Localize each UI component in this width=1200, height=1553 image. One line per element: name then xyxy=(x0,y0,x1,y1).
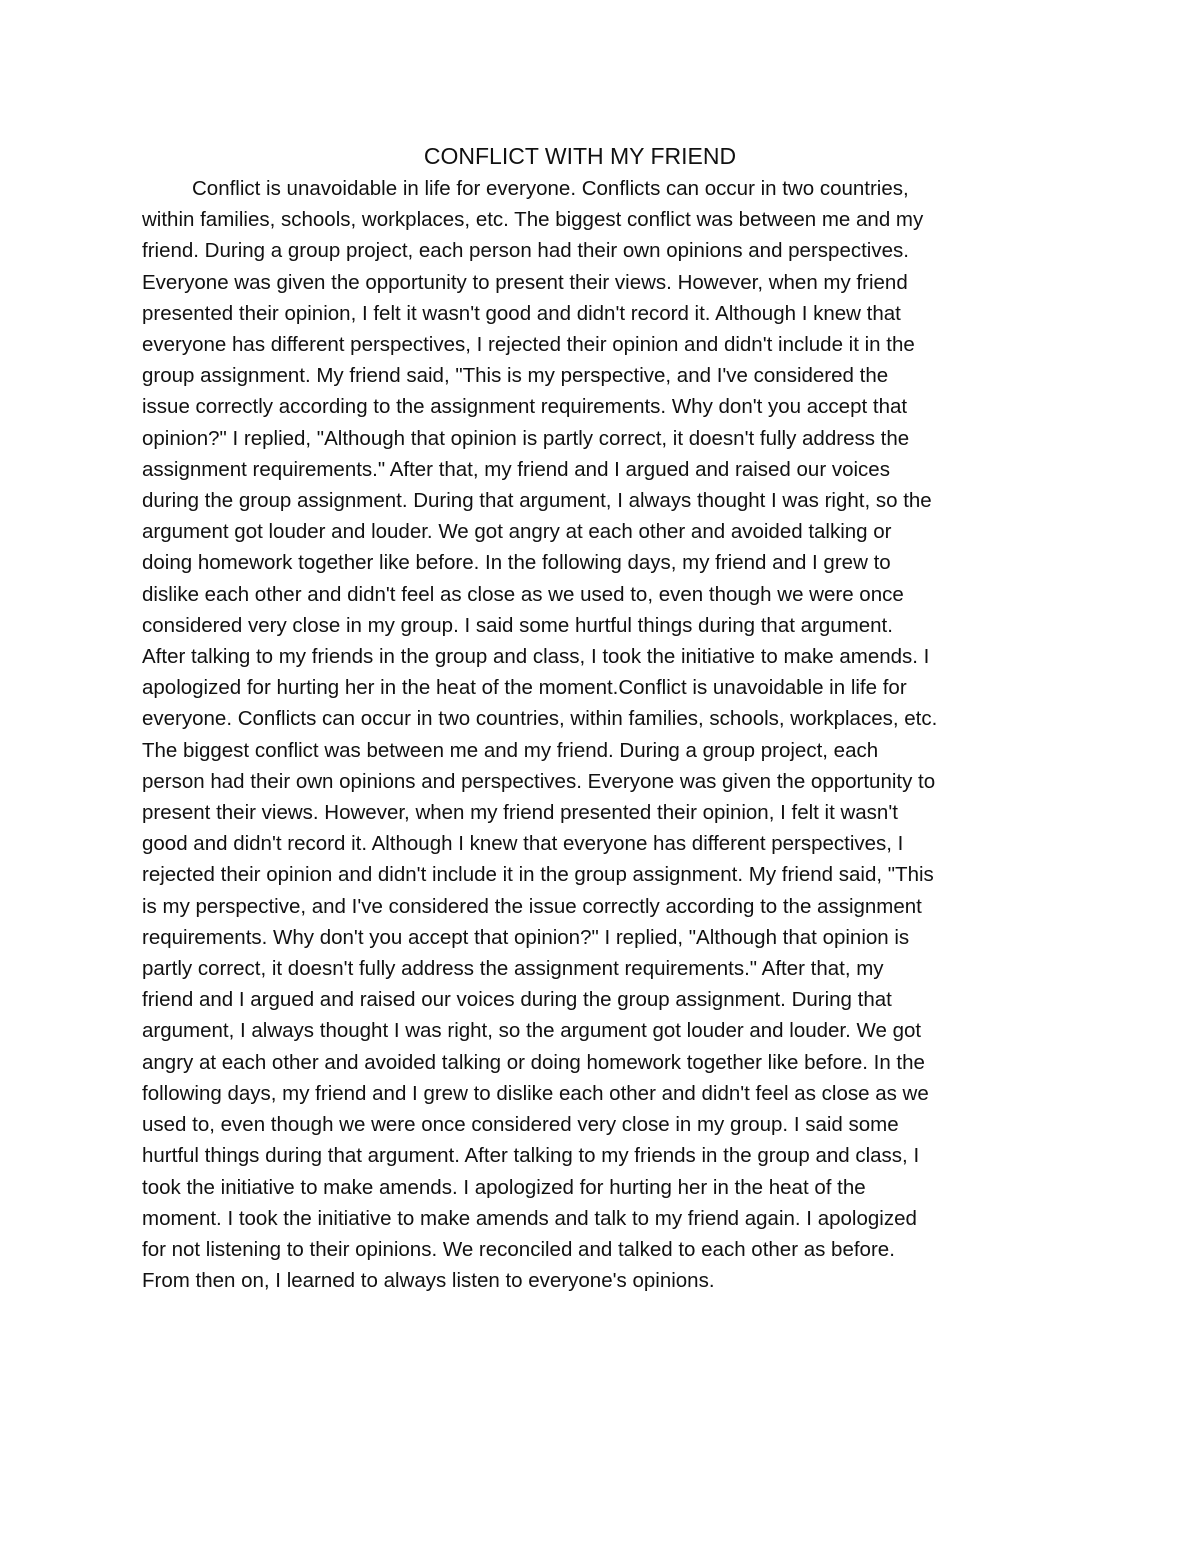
body-line: good and didn't record it. Although I knew that everyone has different perspectives, I xyxy=(142,832,904,856)
body-line: friend and I argued and raised our voices during the group assignment. During that xyxy=(142,988,892,1012)
body-line: presented their opinion, I felt it wasn't good and didn't record it. Although I knew that xyxy=(142,301,901,325)
body-line: group assignment. My friend said, "This is my perspective, and I've considered the xyxy=(142,364,889,388)
body-line: doing homework together like before. In the following days, my friend and I grew to xyxy=(142,551,891,575)
body-line: moment. I took the initiative to make amends and talk to my friend again. I apologized xyxy=(142,1206,917,1230)
body-line: Conflict is unavoidable in life for everyone. Conflicts can occur in two countries, xyxy=(192,177,909,200)
body-line: considered very close in my group. I said some hurtful things during that argument. xyxy=(142,613,893,637)
body-line: present their views. However, when my friend presented their opinion, I felt it wasn't xyxy=(142,801,898,825)
body-line: hurtful things during that argument. After talking to my friends in the group and class, I xyxy=(142,1144,920,1168)
document-body xyxy=(142,173,1062,1296)
body-line: rejected their opinion and didn't include it in the group assignment. My friend said, "This xyxy=(142,863,934,887)
body-line: angry at each other and avoided talking or doing homework together like before. In the xyxy=(142,1050,925,1074)
body-line: requirements. Why don't you accept that opinion?" I replied, "Although that opinion is xyxy=(142,925,910,949)
body-line: Everyone was given the opportunity to present their views. However, when my friend xyxy=(142,270,908,294)
body-line: used to, even though we were once considered very close in my group. I said some xyxy=(142,1113,899,1137)
body-line: following days, my friend and I grew to dislike each other and didn't feel as close as we xyxy=(142,1081,929,1105)
body-line: argument, I always thought I was right, so the argument got louder and louder. We got xyxy=(142,1019,922,1043)
body-line: issue correctly according to the assignment requirements. Why don't you accept that xyxy=(142,395,908,419)
body-line: apologized for hurting her in the heat of the moment.Conflict is unavoidable in life for xyxy=(142,676,907,700)
body-line: From then on, I learned to always listen to everyone's opinions. xyxy=(142,1269,715,1293)
body-line: The biggest conflict was between me and my friend. During a group project, each xyxy=(142,738,879,762)
body-line: friend. During a group project, each person had their own opinions and perspectives. xyxy=(142,239,909,263)
body-line: within families, schools, workplaces, etc. The biggest conflict was between me and my xyxy=(142,208,924,232)
body-line: argument got louder and louder. We got angry at each other and avoided talking or xyxy=(142,520,892,544)
body-line: is my perspective, and I've considered the issue correctly according to the assignment xyxy=(142,894,922,918)
body-line: After talking to my friends in the group and class, I took the initiative to make amends. I xyxy=(142,645,930,669)
body-line: opinion?" I replied, "Although that opinion is partly correct, it doesn't fully address the xyxy=(142,426,910,450)
body-line: assignment requirements." After that, my friend and I argued and raised our voices xyxy=(142,457,890,481)
body-line: person had their own opinions and perspectives. Everyone was given the opportunity to xyxy=(142,769,936,793)
document-title: CONFLICT WITH MY FRIEND xyxy=(423,143,737,169)
body-line: partly correct, it doesn't fully address the assignment requirements." After that, my xyxy=(142,957,884,981)
body-line: dislike each other and didn't feel as close as we used to, even though we were once xyxy=(142,582,904,606)
body-line: took the initiative to make amends. I apologized for hurting her in the heat of the xyxy=(142,1175,866,1199)
body-line: during the group assignment. During that argument, I always thought I was right, so the xyxy=(142,489,932,513)
body-line: everyone. Conflicts can occur in two countries, within families, schools, workplaces, etc. xyxy=(142,707,938,731)
body-line: everyone has different perspectives, I rejected their opinion and didn't include it in the xyxy=(142,333,915,357)
body-line: for not listening to their opinions. We reconciled and talked to each other as before. xyxy=(142,1237,895,1261)
